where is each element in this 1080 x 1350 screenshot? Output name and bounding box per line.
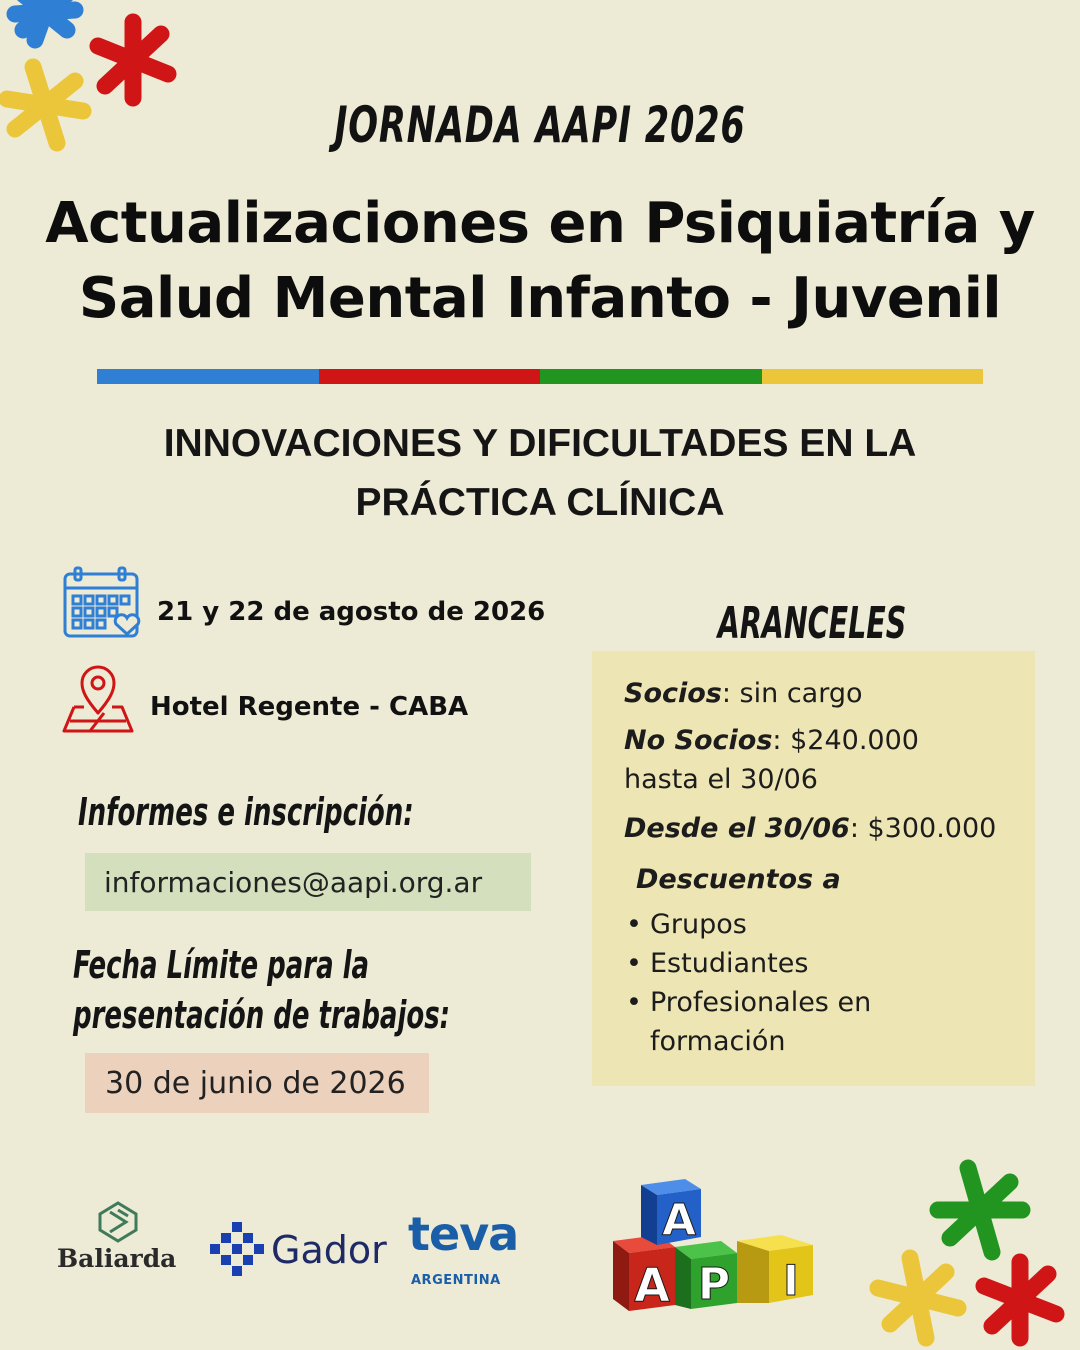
bullet: • xyxy=(626,987,642,1018)
contact-heading: Informes e inscripción: xyxy=(78,790,414,834)
block-letter-top: A xyxy=(661,1195,697,1246)
event-date: 21 y 22 de agosto de 2026 xyxy=(157,597,546,627)
fee-no-socios xyxy=(624,725,919,756)
discounts-label: Descuentos a xyxy=(636,864,841,895)
subtitle xyxy=(0,414,1080,532)
baliarda-logo-icon xyxy=(96,1200,140,1244)
block-letter-left: A xyxy=(634,1258,670,1312)
color-divider xyxy=(97,369,983,384)
fee-desde-value: : $300.000 xyxy=(849,813,997,844)
fee-socios-label: Socios xyxy=(624,678,722,709)
sponsor-teva: teva xyxy=(408,1207,519,1261)
sponsor-baliarda: Baliarda xyxy=(57,1244,177,1273)
map-pin-icon xyxy=(60,663,136,735)
discount-item: Estudiantes xyxy=(650,948,809,979)
decorative-asterisks-bottom-right xyxy=(860,1150,1080,1350)
bullet: • xyxy=(626,909,642,940)
fee-no-socios-label: No Socios xyxy=(624,725,773,756)
fee-desde-label: Desde el 30/06 xyxy=(624,813,850,844)
title-line-2: Salud Mental Infanto - Juvenil xyxy=(78,266,1002,331)
fee-no-socios-value: : $240.000 xyxy=(772,725,919,756)
deadline-heading-line-2: presentación de trabajos: xyxy=(73,993,451,1037)
fee-socios-value: : sin cargo xyxy=(721,678,863,709)
fee-socios xyxy=(624,678,863,709)
subtitle-line-2: PRÁCTICA CLÍNICA xyxy=(355,481,725,524)
block-letter-mid: P xyxy=(697,1259,731,1310)
calendar-heart-icon xyxy=(63,566,141,638)
sponsor-teva-sub: ARGENTINA xyxy=(411,1273,501,1288)
subtitle-line-1: INNOVACIONES Y DIFICULTADES EN LA xyxy=(163,422,917,465)
gador-logo-icon xyxy=(210,1222,264,1276)
divider-red xyxy=(319,369,541,384)
event-kicker: JORNADA AAPI 2026 xyxy=(334,96,746,154)
discount-item-continued: formación xyxy=(650,1026,786,1057)
block-right xyxy=(737,1235,813,1303)
deadline-date: 30 de junio de 2026 xyxy=(85,1053,429,1113)
fees-title: ARANCELES xyxy=(717,598,907,649)
deadline-heading xyxy=(73,940,450,1040)
event-venue: Hotel Regente - CABA xyxy=(150,692,469,722)
block-letter-right: I xyxy=(783,1256,799,1305)
sponsor-gador: Gador xyxy=(271,1228,387,1272)
deadline-heading-line-1: Fecha Límite para la xyxy=(73,943,370,987)
divider-yellow xyxy=(762,369,984,384)
contact-email[interactable]: informaciones@aapi.org.ar xyxy=(85,853,531,911)
discount-item: Grupos xyxy=(650,909,747,940)
aapi-blocks-logo xyxy=(605,1175,820,1315)
bullet: • xyxy=(626,948,642,979)
fees-panel xyxy=(592,651,1035,1086)
fee-no-socios-note: hasta el 30/06 xyxy=(624,764,818,795)
title-line-1: Actualizaciones en Psiquiatría y xyxy=(45,191,1035,256)
page-title xyxy=(0,186,1080,336)
divider-blue xyxy=(97,369,319,384)
divider-green xyxy=(540,369,762,384)
fee-desde xyxy=(624,813,996,844)
discount-item: Profesionales en xyxy=(650,987,872,1018)
